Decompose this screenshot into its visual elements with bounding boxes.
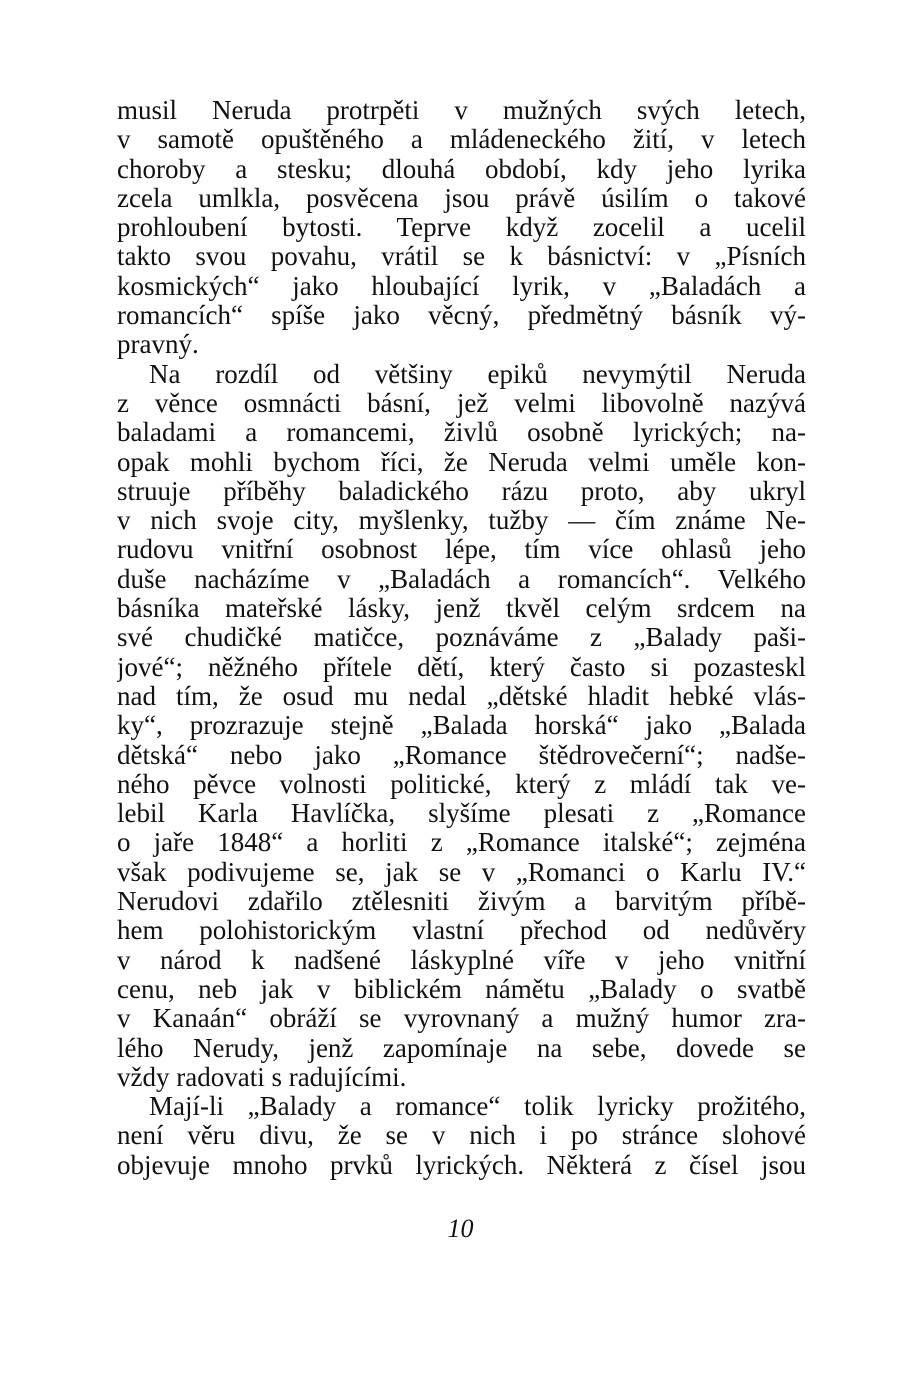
text-line: v národ k nadšené láskyplné víře v jeho vnitřní <box>117 945 806 975</box>
body-text <box>117 96 806 1180</box>
text-line: v samotě opuštěného a mládeneckého žití, v letech <box>117 125 806 155</box>
text-line: musil Neruda protrpěti v mužných svých letech, <box>117 96 806 125</box>
text-line: však podivujeme se, jak se v „Romanci o Karlu IV.“ <box>117 857 806 887</box>
text-line: lého Nerudy, jenž zapomínaje na sebe, dovede se <box>117 1033 806 1063</box>
text-line: ky“, prozrazuje stejně „Balada horská“ jako „Balada <box>117 711 806 741</box>
text-line: prohloubení bytosti. Teprve když zocelil a ucelil <box>117 213 806 243</box>
text-line: pravný. <box>117 330 199 360</box>
text-line: o jaře 1848“ a horliti z „Romance italské“; zejména <box>117 828 806 858</box>
text-line: básníka mateřské lásky, jenž tkvěl celým srdcem na <box>117 594 806 624</box>
text-line: Nerudovi zdařilo ztělesniti živým a barvitým příbě- <box>117 887 806 917</box>
text-line: nad tím, že osud mu nedal „dětské hladit hebké vlás- <box>117 681 806 711</box>
text-line: takto svou povahu, vrátil se k básnictví: v „Písních <box>117 242 806 272</box>
text-line: baladami a romancemi, živlů osobně lyrických; na- <box>117 418 806 448</box>
text-line: duše nacházíme v „Baladách a romancích“. Velkého <box>117 564 806 594</box>
text-line: choroby a stesku; dlouhá období, kdy jeho lyrika <box>117 154 806 184</box>
text-line: cenu, neb jak v biblickém námětu „Balady o svatbě <box>117 974 806 1004</box>
text-line: jové“; něžného přítele dětí, který často si pozasteskl <box>117 652 806 682</box>
text-line: opak mohli bychom říci, že Neruda velmi uměle kon- <box>117 447 806 477</box>
text-line: romancích“ spíše jako věcný, předmětný básník vý- <box>117 301 806 331</box>
paragraph-start-line: Mají-li „Balady a romance“ tolik lyricky prožitého, <box>149 1092 806 1122</box>
text-line: kosmických“ jako hloubající lyrik, v „Baladách a <box>117 271 806 301</box>
text-line: lebil Karla Havlíčka, slyšíme plesati z „Romance <box>117 799 806 829</box>
text-line: hem polohistorickým vlastní přechod od nedůvěry <box>117 916 806 946</box>
text-line: není věru divu, že se v nich i po stránce slohové <box>117 1121 806 1151</box>
page-number: 10 <box>447 1214 474 1243</box>
text-line: objevuje mnoho prvků lyrických. Některá z čísel jsou <box>117 1150 806 1180</box>
text-line: v Kanaán“ obráží se vyrovnaný a mužný humor zra- <box>117 1004 806 1034</box>
text-line: struuje příběhy baladického rázu proto, aby ukryl <box>117 476 806 506</box>
text-line: ného pěvce volnosti politické, který z mládí tak ve- <box>117 769 806 799</box>
text-line: vždy radovati s radujícími. <box>117 1062 407 1092</box>
text-line: z věnce osmnácti básní, jež velmi libovolně nazývá <box>117 388 806 418</box>
paragraph-start-line: Na rozdíl od většiny epiků nevymýtil Neruda <box>149 359 806 389</box>
text-line: rudovu vnitřní osobnost lépe, tím více ohlasů jeho <box>117 535 806 565</box>
text-line: své chudičké matičce, poznáváme z „Balady paši- <box>117 623 806 653</box>
text-line: zcela umlkla, posvěcena jsou právě úsilím o takové <box>117 183 806 213</box>
text-line: v nich svoje city, myšlenky, tužby — čím známe Ne- <box>117 506 806 536</box>
text-line: dětská“ nebo jako „Romance štědrovečerní“; nadše- <box>117 740 806 770</box>
